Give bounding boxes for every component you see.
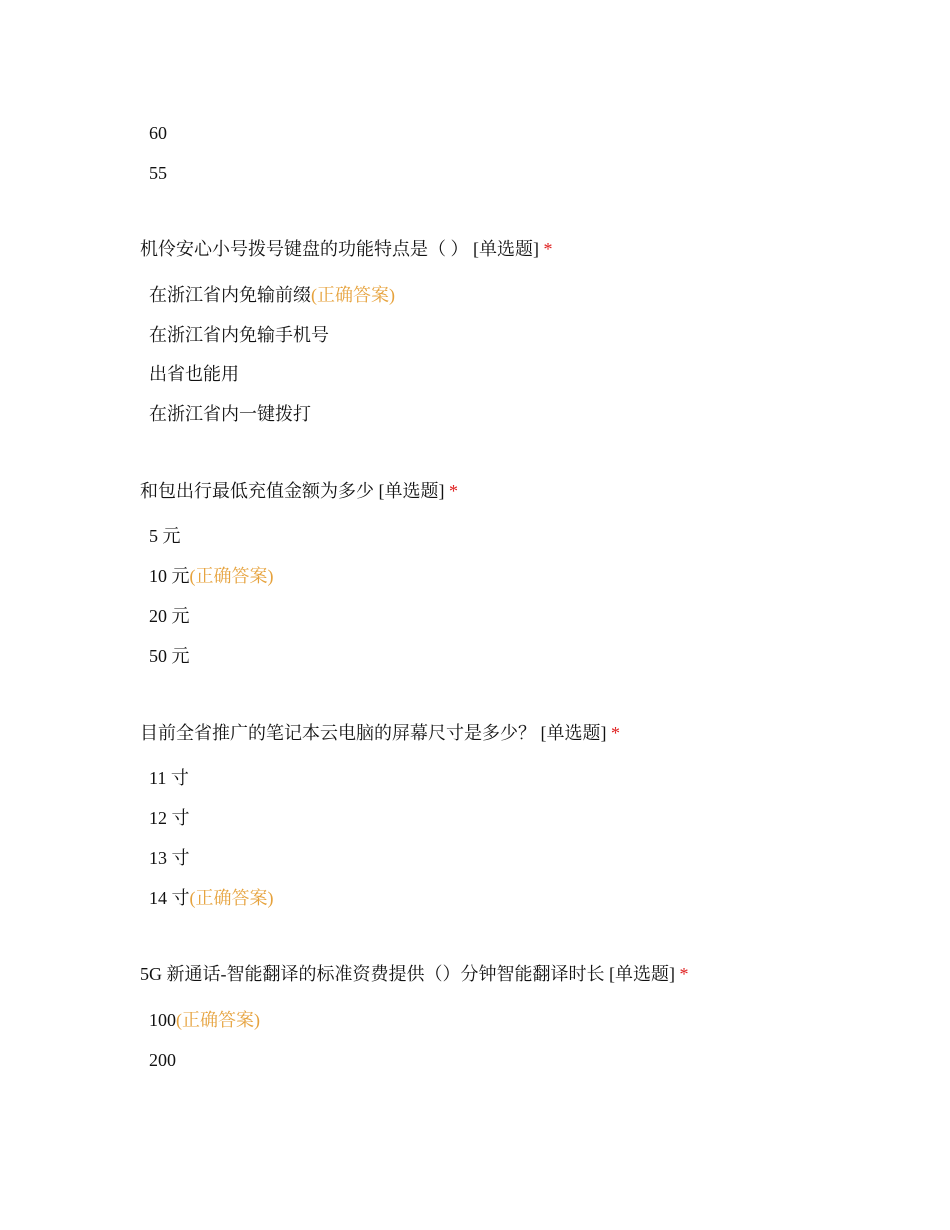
correct-answer-marker: (正确答案) — [176, 1010, 260, 1030]
option-q4-0 — [149, 1009, 260, 1031]
option-q1-1 — [149, 324, 329, 346]
question-title-3 — [140, 722, 620, 744]
option-q3-0 — [149, 767, 189, 789]
option-q0-0 — [149, 122, 167, 144]
correct-answer-marker: (正确答案) — [189, 566, 274, 586]
correct-answer-marker: (正确答案) — [311, 285, 395, 305]
required-marker: * — [611, 723, 620, 743]
option-text: 55 — [149, 163, 167, 183]
option-text: 在浙江省内免输手机号 — [149, 325, 329, 345]
question-title-2 — [140, 480, 458, 502]
option-text: 在浙江省内一键拨打 — [149, 404, 311, 424]
question-title-1 — [140, 238, 553, 260]
option-text: 出省也能用 — [149, 364, 239, 384]
question-type-tag: [单选题] — [540, 723, 607, 743]
question-type-tag: [单选题] — [473, 239, 539, 259]
option-q4-1 — [149, 1049, 176, 1071]
option-q2-3 — [149, 645, 190, 667]
option-text: 60 — [149, 123, 167, 143]
option-text: 13 寸 — [149, 848, 190, 868]
required-marker: * — [679, 964, 689, 984]
option-q1-2 — [149, 363, 239, 385]
option-text: 11 寸 — [149, 768, 189, 788]
option-q3-3 — [149, 887, 274, 909]
question-text: 5G 新通话-智能翻译的标准资费提供（）分钟智能翻译时长 — [140, 964, 605, 984]
option-q2-2 — [149, 605, 190, 627]
option-text: 5 元 — [149, 526, 181, 546]
option-text: 50 元 — [149, 646, 190, 666]
correct-answer-marker: (正确答案) — [189, 888, 274, 908]
question-type-tag: [单选题] — [378, 481, 445, 501]
question-text: 机伶安心小号拨号键盘的功能特点是（ ） — [140, 239, 469, 259]
required-marker: * — [449, 481, 458, 501]
option-text: 12 寸 — [149, 808, 190, 828]
option-q1-3 — [149, 403, 311, 425]
question-text: 目前全省推广的笔记本云电脑的屏幕尺寸是多少？ — [140, 723, 536, 743]
option-q1-0 — [149, 284, 395, 306]
option-q3-2 — [149, 847, 190, 869]
option-text: 100 — [149, 1010, 176, 1030]
question-type-tag: [单选题] — [609, 964, 675, 984]
option-text: 10 元 — [149, 566, 190, 586]
option-text: 20 元 — [149, 606, 190, 626]
option-text: 200 — [149, 1050, 176, 1070]
option-q2-1 — [149, 565, 274, 587]
option-q0-1 — [149, 162, 167, 184]
question-title-4 — [140, 963, 689, 985]
option-text: 14 寸 — [149, 888, 190, 908]
required-marker: * — [543, 239, 553, 259]
question-text: 和包出行最低充值金额为多少 — [140, 481, 374, 501]
option-q3-1 — [149, 807, 190, 829]
option-q2-0 — [149, 525, 181, 547]
option-text: 在浙江省内免输前缀 — [149, 285, 311, 305]
